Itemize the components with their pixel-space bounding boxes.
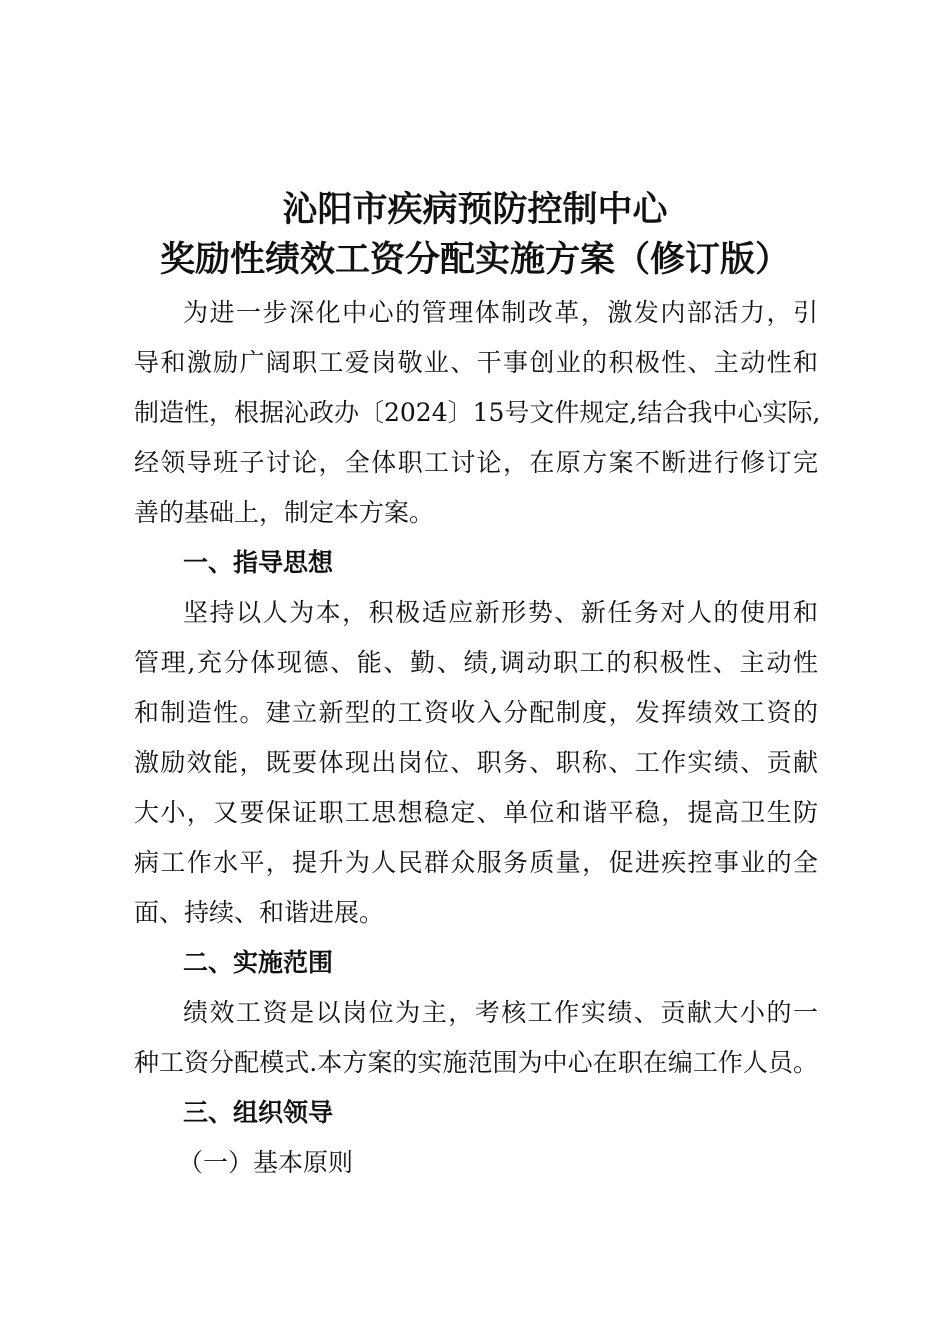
section-heading-guiding-ideology: 一、指导思想 [183,548,334,577]
subsection-heading-basic-principles: （一）基本原则 [178,1148,354,1177]
section2-paragraph-line: 种工资分配模式.本方案的实施范围为中心在职在编工作人员。 [134,1048,818,1077]
section1-paragraph-line: 病工作水平，提升为人民群众服务质量，促进疾控事业的全 [134,848,818,877]
intro-paragraph-line: 为进一步深化中心的管理体制改革，激发内部活力，引 [183,298,818,327]
section1-paragraph-line: 激励效能，既要体现出岗位、职务、职称、工作实绩、贡献 [134,748,818,777]
section-heading-organization: 三、组织领导 [183,1098,334,1127]
section-heading-scope: 二、实施范围 [183,948,334,977]
section1-paragraph-line: 面、持续、和谐进展。 [134,898,385,927]
section1-paragraph-line: 和制造性。建立新型的工资收入分配制度，发挥绩效工资的 [134,698,818,727]
section1-paragraph-line: 大小，又要保证职工思想稳定、单位和谐平稳，提高卫生防 [134,798,818,827]
document-title-line-1: 沁阳市疾病预防控制中心 [282,189,668,230]
intro-paragraph-line: 制造性，根据沁政办〔2024〕15号文件规定,结合我中心实际, [134,398,821,427]
section2-paragraph-line: 绩效工资是以岗位为主，考核工作实绩、贡献大小的一 [183,998,818,1027]
intro-paragraph-line: 经领导班子讨论，全体职工讨论，在原方案不断进行修订完 [134,448,818,477]
intro-paragraph-line: 善的基础上，制定本方案。 [134,498,435,527]
document-title-line-2: 奖励性绩效工资分配实施方案（修订版） [159,239,790,280]
section1-paragraph-line: 管理,充分体现德、能、勤、绩,调动职工的积极性、主动性 [134,648,818,677]
section1-paragraph-line: 坚持以人为本，积极适应新形势、新任务对人的使用和 [183,598,818,627]
intro-paragraph-line: 导和激励广阔职工爱岗敬业、干事创业的积极性、主动性和 [134,348,818,377]
